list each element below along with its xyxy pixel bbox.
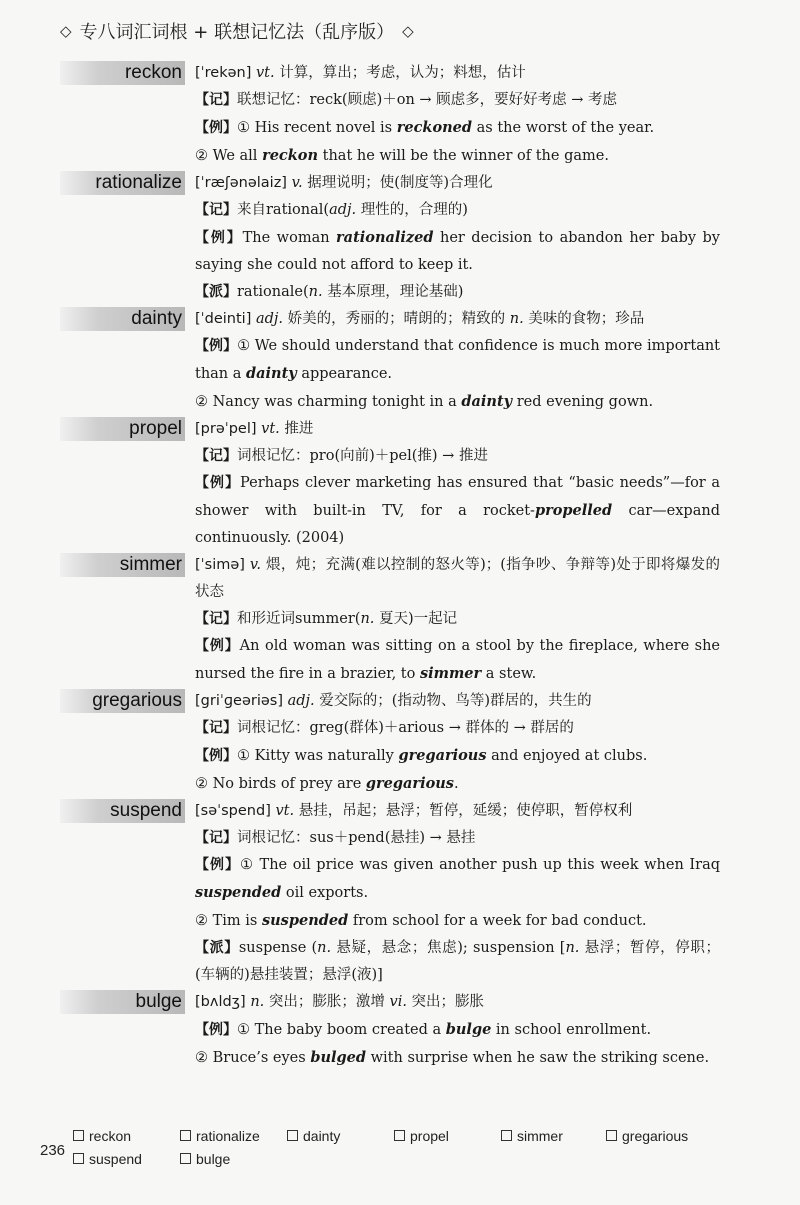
example-line (195, 852, 720, 907)
checkbox-icon[interactable] (287, 1130, 298, 1141)
example-keyword: dainty (461, 393, 513, 410)
example-keyword: reckon (262, 147, 319, 164)
part-of-speech: n. (509, 311, 524, 327)
memory-line (195, 825, 720, 852)
headword: simmer (60, 553, 185, 577)
example-tag: 【例】 (195, 748, 237, 764)
example-keyword: simmer (419, 665, 482, 682)
definition-line (195, 416, 720, 443)
checklist-item[interactable] (501, 1128, 563, 1144)
example-tag: 【例】 (195, 1022, 237, 1038)
example-text: as the worst of the year. (472, 120, 655, 136)
example-text: Perhaps clever marketing has ensured that “basic needs”—for a shower with built-in TV, for a rocket- (195, 475, 720, 519)
phonetic: [səˈspend] (195, 803, 271, 819)
derivative-pos: n. (308, 284, 323, 300)
entry-reckon (60, 60, 720, 170)
example-keyword: reckoned (396, 119, 473, 136)
entry-bulge (60, 989, 720, 1072)
checklist-label: dainty (303, 1128, 341, 1144)
diamond-right-icon: ◇ (402, 22, 414, 40)
part-of-speech: v. (291, 175, 303, 191)
memory-line (195, 87, 720, 114)
memory-line (195, 197, 720, 224)
definition: 突出；膨胀 (406, 994, 485, 1010)
checklist-label: propel (410, 1128, 449, 1144)
memory-text: 和形近词summer( (237, 611, 361, 627)
entry-list (60, 60, 720, 1072)
example-keyword: propelled (534, 502, 613, 519)
example-text: ① Kitty was naturally (237, 748, 399, 764)
checklist-label: gregarious (622, 1128, 689, 1144)
checklist-item[interactable] (394, 1128, 449, 1144)
example-text: ① His recent novel is (237, 120, 397, 136)
memory-line (195, 443, 720, 470)
example-text: in school enrollment. (491, 1022, 652, 1038)
example-text: car—expand continuously. (2004) (195, 503, 720, 546)
example-text: ① The baby boom created a (237, 1022, 446, 1038)
entry-propel (60, 416, 720, 552)
memory-text: 词根记忆：greg(群体)＋arious → 群体的 → 群居的 (237, 720, 574, 736)
memory-text: 夏天)一起记 (374, 611, 458, 627)
definition: 悬挂，吊起；悬浮；暂停，延缓；使停职，暂停权利 (298, 803, 633, 819)
headword: reckon (60, 61, 185, 85)
example-text: ② No birds of prey are (195, 776, 366, 792)
example-keyword: gregarious (398, 747, 487, 764)
part-of-speech: adj. (287, 693, 315, 709)
derivative-line (195, 279, 720, 306)
example-tag: 【例】 (195, 638, 240, 654)
part-of-speech: adj. (255, 311, 284, 327)
example-text: red evening gown. (512, 394, 654, 410)
derivative-text: rationale( (237, 284, 309, 300)
checklist-label: simmer (517, 1128, 563, 1144)
memory-line (195, 606, 720, 633)
checklist-item[interactable] (73, 1128, 131, 1144)
example-tag: 【例】 (195, 475, 241, 491)
example-keyword: suspended (261, 912, 349, 929)
example-text: ① The oil price was given another push up this week when Iraq (239, 857, 720, 873)
example-text: appearance. (296, 366, 393, 382)
phonetic: [ˈrekən] (195, 65, 252, 81)
definition-line (195, 798, 720, 825)
example-tag: 【例】 (195, 857, 240, 873)
example-text: that he will be the winner of the game. (318, 148, 609, 164)
derivative-pos: n. (565, 940, 580, 956)
derivative-line (195, 935, 720, 989)
example-line (195, 142, 720, 170)
memory-tag: 【记】 (195, 92, 237, 108)
example-keyword: dainty (246, 365, 297, 382)
memory-line (195, 715, 720, 742)
example-keyword: gregarious (365, 775, 454, 792)
example-text: ② Tim is (195, 913, 262, 929)
memory-pos: n. (360, 611, 375, 627)
example-text: ② Bruce’s eyes (195, 1050, 311, 1066)
memory-text: 理性的，合理的) (356, 202, 468, 218)
memory-text: 联想记忆：reck(顾虑)＋on → 顾虑多，要好好考虑 → 考虑 (237, 92, 618, 108)
example-line (195, 333, 720, 388)
example-text: with surprise when he saw the striking scene. (366, 1050, 710, 1066)
definition: 煨，炖；充满(难以控制的怒火等)；(指争吵、争辩等)处于即将爆发的状态 (195, 557, 721, 600)
page-number: 236 (40, 1142, 66, 1159)
checklist-label: bulge (196, 1151, 231, 1167)
derivative-tag: 【派】 (195, 940, 239, 956)
checkbox-icon[interactable] (180, 1153, 191, 1164)
checkbox-icon[interactable] (73, 1130, 84, 1141)
part-of-speech: vt. (261, 421, 280, 437)
part-of-speech: vi. (389, 994, 407, 1010)
example-text: ② We all (195, 148, 263, 164)
definition: 计算，算出；考虑，认为；料想，估计 (279, 65, 526, 81)
page-header (60, 18, 414, 44)
memory-text: 来自rational( (237, 202, 330, 218)
definition-line (195, 989, 720, 1016)
checkbox-icon[interactable] (180, 1130, 191, 1141)
example-tag: 【例】 (195, 230, 243, 246)
checkbox-icon[interactable] (606, 1130, 617, 1141)
example-keyword: bulge (445, 1021, 492, 1038)
checklist-label: rationalize (196, 1128, 260, 1144)
memory-tag: 【记】 (195, 830, 237, 846)
checklist-item[interactable] (606, 1128, 688, 1144)
derivative-text: 悬疑，悬念；焦虑); suspension [ (331, 940, 566, 956)
entry-dainty (60, 306, 720, 416)
definition-line (195, 60, 720, 87)
checklist-item[interactable] (287, 1128, 340, 1144)
memory-text: 词根记忆：pro(向前)＋pel(推) → 推进 (237, 448, 488, 464)
example-line (195, 770, 720, 798)
example-keyword: rationalized (336, 229, 434, 246)
example-text: from school for a week for bad conduct. (348, 913, 647, 929)
definition-line (195, 306, 720, 333)
memory-tag: 【记】 (195, 202, 237, 218)
definition-line (195, 552, 720, 606)
example-line (195, 742, 720, 770)
derivative-text: 悬浮；暂停，停职；(车辆的)悬挂装置；悬浮(液)] (195, 940, 721, 983)
memory-pos: adj. (329, 202, 357, 218)
definition: 美味的食物；珍品 (523, 311, 645, 327)
checklist-item[interactable] (180, 1151, 230, 1167)
checkbox-icon[interactable] (501, 1130, 512, 1141)
example-text: her decision to abandon her baby by saying she could not afford to keep it. (195, 230, 720, 273)
definition-line (195, 170, 720, 197)
derivative-tag: 【派】 (195, 284, 237, 300)
example-text: oil exports. (281, 885, 369, 901)
definition: 推进 (284, 421, 314, 437)
example-line (195, 224, 720, 279)
phonetic: [griˈɡeəriəs] (195, 693, 284, 709)
entry-gregarious (60, 688, 720, 798)
example-line (195, 470, 720, 552)
example-text: ① We should understand that confidence is much more important than a (195, 338, 721, 382)
entry-suspend (60, 798, 720, 989)
definition: 爱交际的；(指动物、鸟等)群居的，共生的 (319, 693, 592, 709)
phonetic: [ˈdeinti] (195, 311, 252, 327)
example-text: ② Nancy was charming tonight in a (195, 394, 462, 410)
example-text: a stew. (481, 666, 537, 682)
definition-line (195, 688, 720, 715)
example-text: . (453, 776, 459, 792)
example-tag: 【例】 (195, 338, 238, 354)
example-text: An old woman was sitting on a stool by the fireplace, where she nursed the fire in a brazier, to (195, 638, 721, 682)
checklist-item[interactable] (180, 1128, 260, 1144)
example-line (195, 1016, 720, 1044)
entry-simmer (60, 552, 720, 688)
diamond-left-icon: ◇ (60, 22, 72, 40)
example-line (195, 907, 720, 935)
checklist-label: reckon (89, 1128, 132, 1144)
derivative-text: suspense ( (238, 940, 318, 956)
derivative-text: 基本原理，理论基础) (322, 284, 464, 300)
part-of-speech: vt. (255, 65, 275, 81)
example-line (195, 1044, 720, 1072)
phonetic: [ˈsimə] (195, 557, 245, 573)
entry-rationalize (60, 170, 720, 306)
example-line (195, 114, 720, 142)
checkbox-icon[interactable] (73, 1153, 84, 1164)
memory-tag: 【记】 (195, 611, 237, 627)
part-of-speech: v. (249, 557, 262, 573)
example-line (195, 388, 720, 416)
example-text: The woman (242, 230, 337, 246)
checkbox-icon[interactable] (394, 1130, 405, 1141)
definition: 娇美的，秀丽的；晴朗的；精致的 (287, 311, 510, 327)
example-keyword: suspended (195, 884, 282, 901)
derivative-pos: n. (317, 940, 332, 956)
headword: rationalize (60, 171, 185, 195)
headword: gregarious (60, 689, 185, 713)
definition: 据理说明；使(制度等)合理化 (307, 175, 493, 191)
checklist-item[interactable] (73, 1151, 142, 1167)
part-of-speech: n. (250, 994, 265, 1010)
headword: propel (60, 417, 185, 441)
headword: suspend (60, 799, 185, 823)
example-text: and enjoyed at clubs. (486, 748, 648, 764)
checklist-label: suspend (89, 1151, 142, 1167)
phonetic: [bʌldʒ] (195, 994, 246, 1010)
phonetic: [prəˈpel] (195, 421, 257, 437)
memory-tag: 【记】 (195, 720, 237, 736)
header-title: 专八词汇词根 + 联想记忆法（乱序版） (79, 22, 395, 43)
example-keyword: bulged (310, 1049, 367, 1066)
headword: bulge (60, 990, 185, 1014)
example-tag: 【例】 (195, 120, 237, 136)
headword: dainty (60, 307, 185, 331)
phonetic: [ˈræʃənəlaiz] (195, 175, 287, 191)
memory-text: 词根记忆：sus＋pend(悬挂) → 悬挂 (237, 830, 476, 846)
example-line (195, 633, 720, 688)
memory-tag: 【记】 (195, 448, 237, 464)
part-of-speech: vt. (275, 803, 295, 819)
definition: 突出；膨胀；激增 (268, 994, 390, 1010)
